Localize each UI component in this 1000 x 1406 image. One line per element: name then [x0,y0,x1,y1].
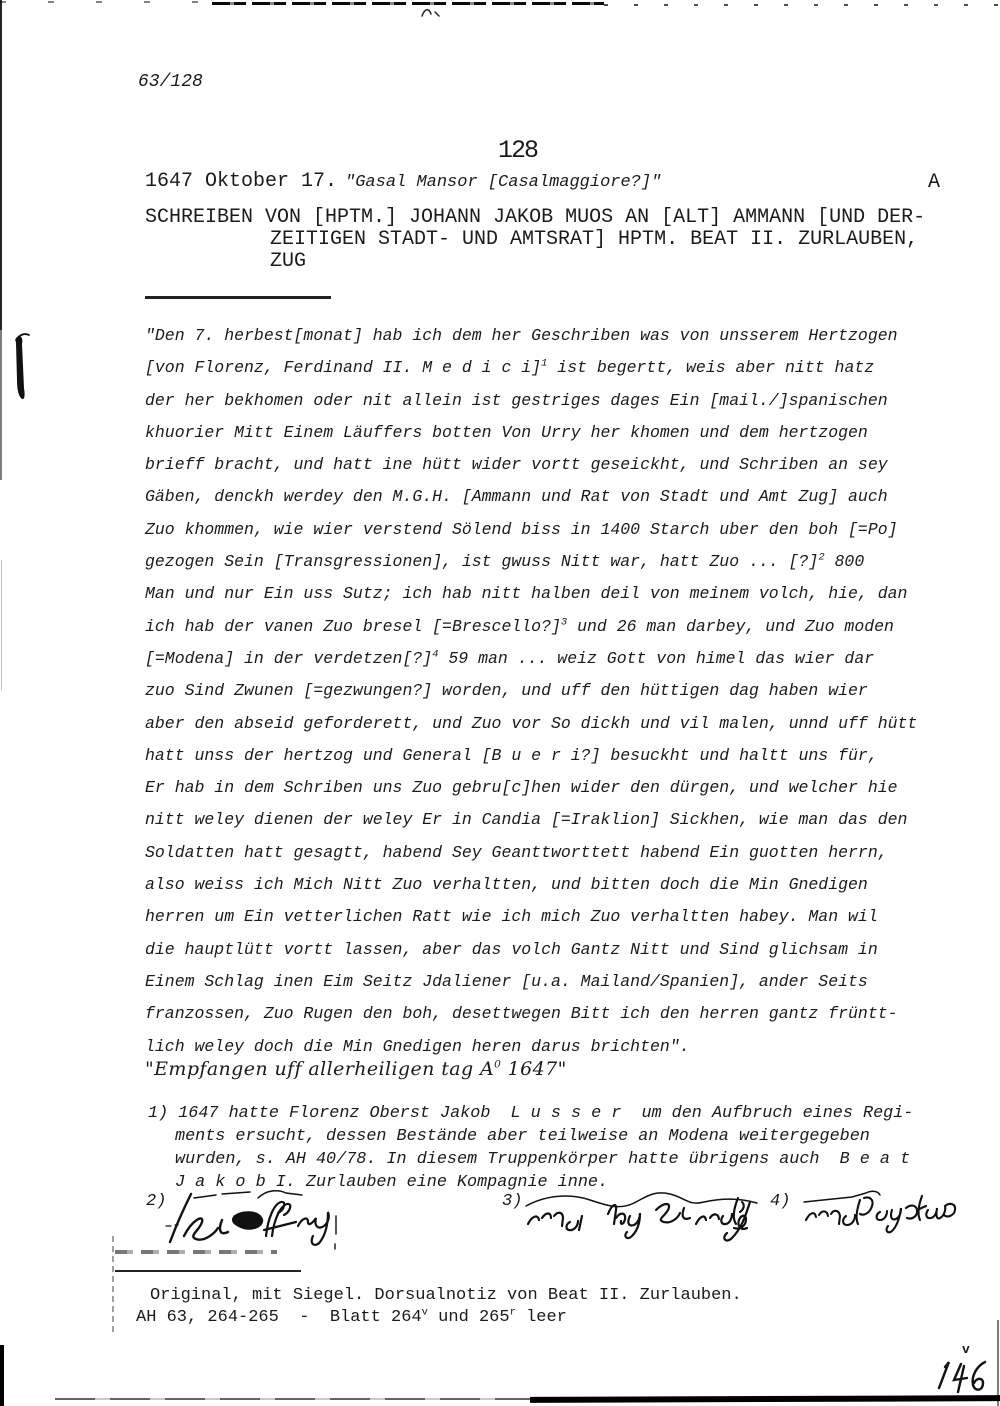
document-title-line: SCHREIBEN VON [HPTM.] JOHANN JAKOB MUOS AN [ALT] AMMANN [UND DER- [145,206,926,229]
text-line: der her bekhomen oder nit allein ist gestriges dages Ein [mail./]spanischen [145,390,888,410]
text-line: hatt unss der hertzog und General [B u e r i?] besuckht und haltt uns für, [145,745,878,765]
letter-transcription [145,320,957,1063]
text-line: brieff bracht, und hatt ine hütt wider vortt geseickht, und Schriben an sey [145,455,888,475]
text-line: franzossen, Zuo Rugen den boh, desettwegen Bitt ich den herren gantz früntt- [145,1004,898,1024]
top-scan-edge-artifact [0,1,212,3]
handwriting-facsimile-4-icon [792,1188,967,1242]
archive-reference-line: AH 63, 264-265 - Blatt 264$^v$ und 265$^r$ leer [136,1306,567,1327]
text-line: also weiss ich Mich Nitt Zuo verhaltten, und bitten doch die Min Gnedigen [145,875,868,895]
text-line: wurden, s. AH 40/78. In diesem Truppenkörper hatte übrigens auch B e a t [175,1150,911,1169]
text-line: Gäben, denckh werdey den M.G.H. [Ammann und Rat von Stadt und Amt Zug] auch [145,487,888,507]
footnote-label-4: 4) [770,1192,791,1211]
provenance-line: Original, mit Siegel. Dorsualnotiz von Beat II. Zurlauben. [150,1286,742,1305]
top-scan-edge-artifact [212,2,604,5]
text-line: Einem Schlag inen Eim Seitz Jdaliener [u.a. Mailand/Spanien], ander Seits [145,971,868,991]
text-line: die hauptlütt vortt lassen, aber das volch Gantz Nitt und Sind glichsam in [145,939,878,959]
text-line: herren um Ein vetterlichen Ratt wie ich mich Zuo verhaltten habey. Man wil [145,907,878,927]
footnote-label-3: 3) [502,1192,523,1211]
bottom-scan-edge [55,1398,535,1400]
left-scan-edge [1,560,2,690]
smudged-divider-rule [115,1250,277,1254]
right-scan-edge [997,1320,999,1406]
text-line: ich hab der vanen Zuo bresel [=Brescello?]$^3$ und 26 man darbey, und Zuo moden [145,616,894,636]
text-line: khuorier Mitt Einem Läuffers botten Von Urry her khomen und dem hertzogen [145,422,868,442]
footnote-label-2: 2) [146,1192,167,1211]
text-line: zuo Sind Zwunen [=gezwungen?] worden, und uff den hüttigen dag haben wier [145,681,868,701]
corner-handwritten-number-146 [933,1356,993,1398]
handwriting-facsimile-3-icon [524,1186,759,1242]
top-scan-edge-artifact [604,4,1000,6]
text-line: lich weley doch die Min Gnedigen heren darus brichten". [145,1036,690,1056]
left-scan-edge [0,0,2,330]
document-title-line: ZEITIGEN STADT- UND AMTSRAT] HPTM. BEAT II. ZURLAUBEN, [270,228,919,251]
document-date: 1647 Oktober 17. [145,170,338,193]
document-letter: A [928,171,941,194]
text-line: nitt weley dienen der weley Er in Candia [=Iraklion] Sickhen, wie man das den [145,810,908,830]
text-line: gezogen Sein [Transgressionen], ist gwuss Nitt war, hatt Zuo ... [?]$^2$ 800 [145,551,865,572]
document-title-line: ZUG [270,250,307,273]
date-place-line [145,170,661,193]
folio-number: 63/128 [138,72,203,92]
text-line: "Den 7. herbest[monat] hab ich dem her Geschriben was von unsserem Hertzogen [145,326,898,345]
document-place: "Gasal Mansor [Casalmaggiore?]" [345,173,662,192]
text-line: ments ersucht, dessen Bestände aber teilweise an Modena weitergegeben [175,1127,870,1146]
text-line: Soldatten hatt gesagtt, habend Sey Geanttworttett habend Ein guotten herrn, [145,842,888,862]
page-number: 128 [498,136,538,165]
left-scan-edge [0,330,2,480]
left-scan-edge [0,1345,4,1406]
text-line: J a k o b I. Zurlauben eine Kompagnie inne. [175,1173,609,1192]
header-divider-rule [145,296,331,299]
text-line: 1) 1647 hatte Florenz Oberst Jakob L u s s e r um den Aufbruch eines Regi- [148,1104,914,1123]
text-line: [von Florenz, Ferdinand II. M e d i c i]$^1$ ist begertt, weis aber nitt hatz [145,357,875,378]
text-line: Er hab in dem Schriben uns Zuo gebru[c]hen wider den dürgen, und welcher hie [145,778,898,798]
top-smudge-mark [420,5,442,19]
handwriting-facsimile-2-icon [160,1186,350,1252]
text-line: aber den abseid geforderett, und Zuo vor So dickh und vil malen, unnd uff hütt [145,713,918,733]
text-line: Man und nur Ein uss Sutz; ich hab nitt halben deil von meinem volch, hie, dan [145,584,908,604]
margin-pen-mark [5,330,35,405]
received-note: "Empfangen uff allerheiligen tag $A^0$ 1647" [145,1058,567,1080]
margin-dashed-line [112,1236,114,1332]
text-line: [=Modena] in der verdetzen[?]$^4$ 59 man ... weiz Gott von himel das wier dar [145,648,875,668]
footnote-block [148,1102,913,1194]
corner-check-mark: v [962,1342,970,1357]
bottom-scan-edge [530,1395,1000,1403]
text-line: Zuo khommen, wie wier verstend Sölend biss in 1400 Starch uber den boh [=Po] [145,519,898,539]
footnote-divider-rule [115,1270,301,1272]
